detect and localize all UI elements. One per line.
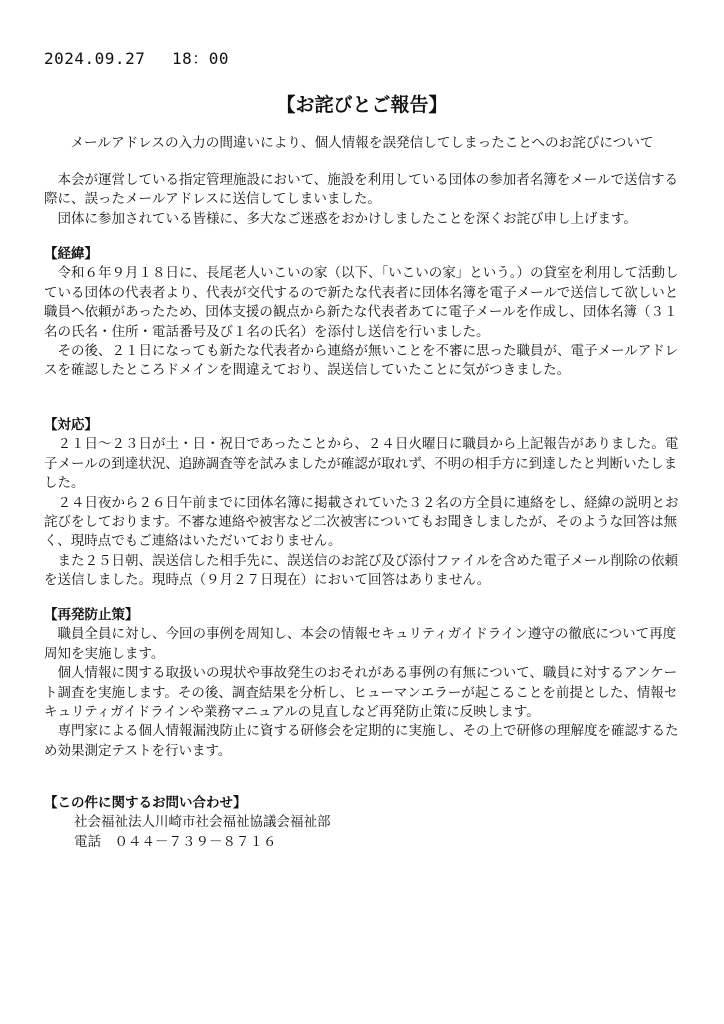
response-paragraph: ２４日夜から２６日午前までに団体名簿に掲載されていた３２名の方全員に連絡をし、経緯の説明とお詫びをしております。不審な連絡や被害など二次被害についてもお聞きしましたが、そのような回答は無く、現時点でもご連絡はいただいておりません。 bbox=[44, 494, 679, 550]
contact-organization: 社会福祉法人川崎市社会福祉協議会福祉部 bbox=[74, 814, 331, 831]
contact-phone: 電話 ０４４－７３９－８７１６ bbox=[74, 833, 277, 850]
contact-heading: 【この件に関するお問い合わせ】 bbox=[44, 795, 247, 811]
prevention-section bbox=[44, 606, 684, 761]
background-paragraph: その後、２１日になっても新たな代表者から連絡が無いことを不審に思った職員が、電子メールアドレスを確認したところドメインを間違えており、誤送信していたことに気がつきました。 bbox=[44, 343, 679, 379]
background-paragraph: 令和６年９月１８日に、長尾老人いこいの家（以下、「いこいの家」という。）の貸室を利用して活動している団体の代表者より、代表が交代するので新たな代表者に団体名簿を電子メールで送信して欲しいと職員へ依頼があったため、団体支援の観点から新たな代表者あてに電子メールを作成し、団体名簿（３１名の氏名・住所・電話番号及び１名の氏名）を添付し送信を行いました。 bbox=[44, 265, 679, 340]
prevention-paragraph: 職員全員に対し、今回の事例を周知し、本会の情報セキュリティガイドライン遵守の徹底について再度周知を実施します。 bbox=[44, 626, 677, 662]
response-section bbox=[44, 416, 684, 591]
intro-section bbox=[44, 171, 684, 229]
response-heading: 【対応】 bbox=[44, 417, 98, 433]
prevention-paragraph: 専門家による個人情報漏洩防止に資する研修会を定期的に実施し、その上で研修の理解度を確認するため効果測定テストを行います。 bbox=[44, 723, 679, 759]
response-paragraph: ２１日～２３日が土・日・祝日であったことから、２４日火曜日に職員から上記報告がありました。電子メールの到達状況、追跡調査等を試みましたが確認が取れず、不明の相手方に到達したと判断いたしました。 bbox=[44, 436, 679, 492]
prevention-heading: 【再発防止策】 bbox=[44, 607, 139, 623]
contact-section bbox=[44, 794, 684, 852]
document-title: 【お詫びとご報告】 bbox=[276, 94, 448, 116]
intro-paragraph: 団体に参加されている皆様に、多大なご迷惑をおかけしましたことを深くお詫び申し上げます。 bbox=[57, 210, 637, 227]
background-heading: 【経緯】 bbox=[44, 246, 98, 262]
document-subject: メールアドレスの入力の間違いにより、個人情報を誤発信してしまったことへのお詫びについて bbox=[70, 135, 654, 151]
report-datetime: 2024.09.27 18：00 bbox=[44, 49, 229, 68]
prevention-paragraph: 個人情報に関する取扱いの現状や事故発生のおそれがある事例の有無について、職員に対するアンケート調査を実施します。その後、調査結果を分析し、ヒューマンエラーが起こることを前提とした、情報セキュリティガイドラインや業務マニュアルの見直しなど再発防止策に反映します。 bbox=[44, 665, 678, 721]
background-section bbox=[44, 245, 684, 381]
response-paragraph: また２５日朝、誤送信した相手先に、誤送信のお詫び及び添付ファイルを含めた電子メール削除の依頼を送信しました。現時点（９月２７日現在）において回答はありません。 bbox=[44, 552, 678, 589]
intro-paragraph: 本会が運営している指定管理施設において、施設を利用している団体の参加者名簿をメールで送信する際に、誤ったメールアドレスに送信してしまいました。 bbox=[44, 172, 678, 208]
